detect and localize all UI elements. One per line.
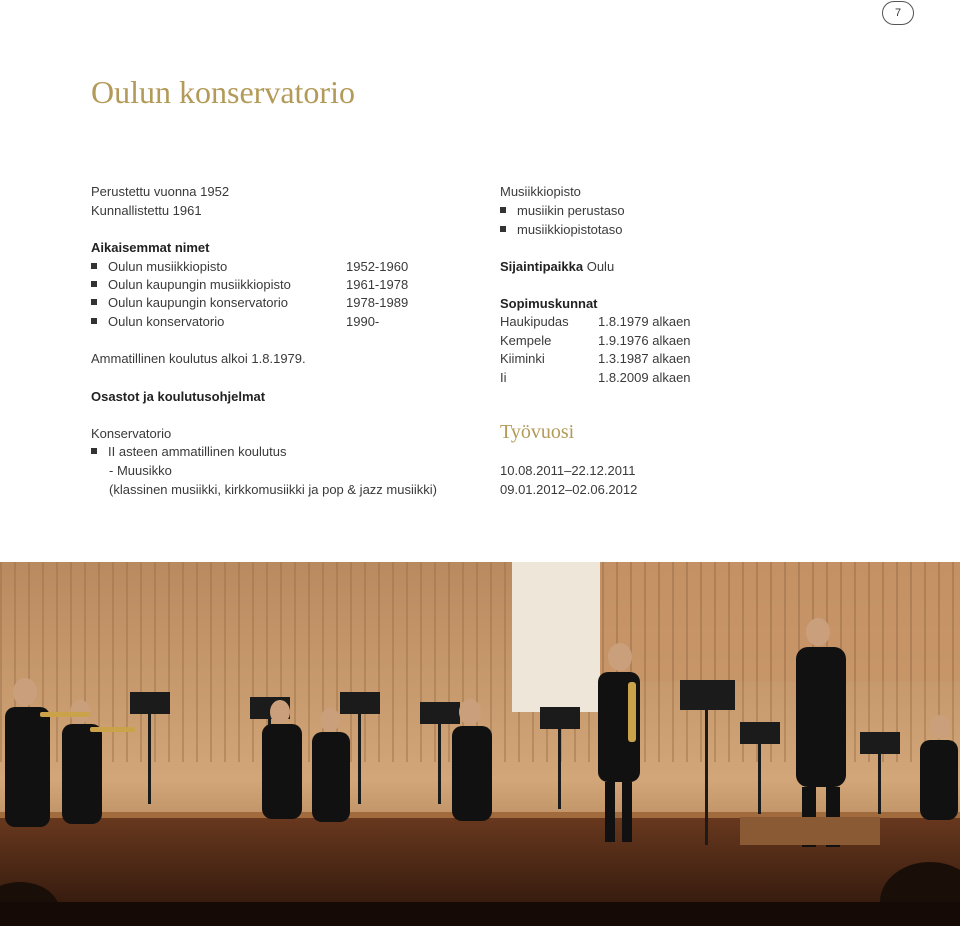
workyear-term: 09.01.2012–02.06.2012: [500, 482, 638, 497]
contract-town: Kempele: [500, 333, 552, 348]
municipalized-text: Kunnallistettu 1961: [91, 203, 202, 218]
former-name-years: 1978-1989: [346, 295, 409, 310]
workyear-heading: Työvuosi: [500, 421, 575, 443]
vocational-text: Ammatillinen koulutus alkoi 1.8.1979.: [91, 351, 306, 366]
departments-heading: Osastot ja koulutusohjelmat: [91, 389, 266, 404]
muusikko-text: - Muusikko: [109, 463, 172, 478]
bullet-icon: [91, 281, 97, 287]
level-item: musiikkiopistotaso: [500, 221, 623, 239]
contract-date: 1.3.1987 alkaen: [598, 351, 691, 366]
former-names-heading: Aikaisemmat nimet: [91, 240, 210, 255]
level-item: musiikin perustaso: [500, 202, 625, 220]
workyear-term: 10.08.2011–22.12.2011: [500, 463, 636, 478]
contracts-heading: Sopimuskunnat: [500, 296, 598, 311]
bullet-icon: [91, 263, 97, 269]
former-name-item: Oulun kaupungin konservatorio: [91, 294, 288, 312]
contract-date: 1.9.1976 alkaen: [598, 333, 691, 348]
location-line: [500, 258, 614, 276]
contract-date: 1.8.1979 alkaen: [598, 314, 691, 329]
former-name-years: 1952-1960: [346, 259, 409, 274]
former-name-item: Oulun kaupungin musiikkiopisto: [91, 276, 291, 294]
former-name-item: Oulun musiikkiopisto: [91, 258, 227, 276]
location-value: Oulu: [586, 259, 615, 274]
bullet-icon: [500, 226, 506, 232]
contract-town: Kiiminki: [500, 351, 545, 366]
former-name-item: Oulun konservatorio: [91, 313, 224, 331]
founded-text: Perustettu vuonna 1952: [91, 184, 230, 199]
bullet-icon: [91, 448, 97, 454]
contract-town: Haukipudas: [500, 314, 569, 329]
konservatorio-text: Konservatorio: [91, 426, 172, 441]
orchestra-photo: [0, 562, 960, 926]
contract-date: 1.8.2009 alkaen: [598, 370, 691, 385]
bullet-icon: [91, 318, 97, 324]
music-school-text: Musiikkiopisto: [500, 184, 581, 199]
bullet-icon: [91, 299, 97, 305]
former-name-years: 1990-: [346, 314, 380, 329]
secondary-education-item: II asteen ammatillinen koulutus: [91, 443, 286, 461]
location-label: Sijaintipaikka: [500, 259, 584, 274]
page-number: 7: [882, 1, 914, 25]
bullet-icon: [500, 207, 506, 213]
contract-town: Ii: [500, 370, 507, 385]
genres-text: (klassinen musiikki, kirkkomusiikki ja pop & jazz musiikki): [109, 482, 437, 497]
page-title: Oulun konservatorio: [91, 74, 355, 110]
former-name-years: 1961-1978: [346, 277, 409, 292]
